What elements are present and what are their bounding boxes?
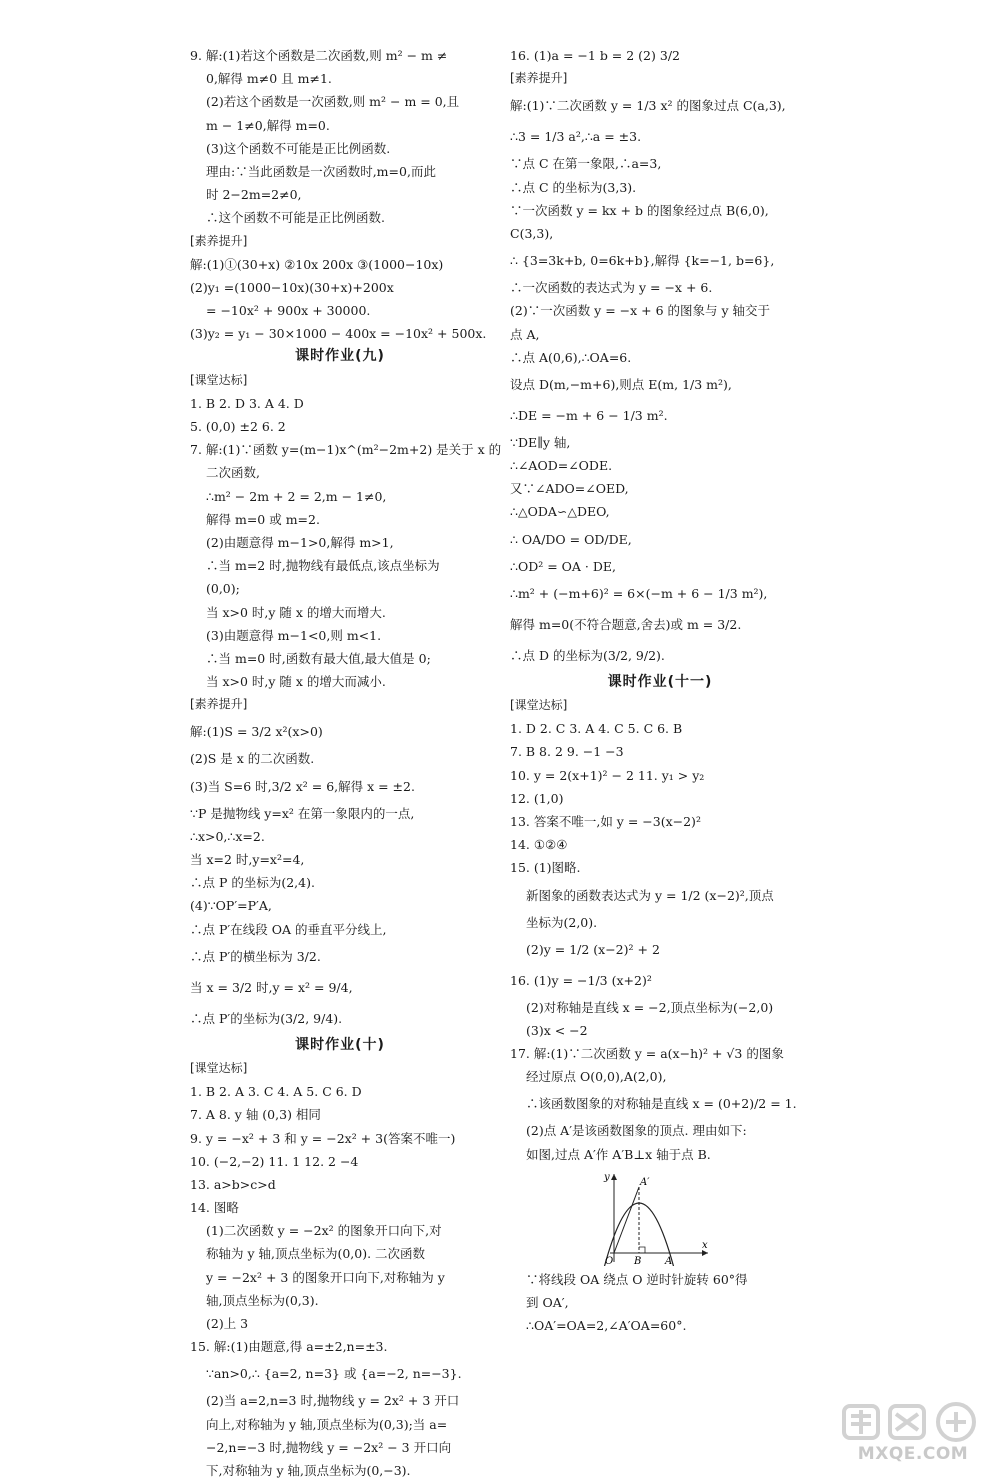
text-line: ∴OD² = OA · DE, xyxy=(510,558,616,574)
text-line: 解:(1)①(30+x) ②10x 200x ③(1000−10x) xyxy=(190,256,444,272)
right-column xyxy=(510,44,810,1337)
text-line: 15. 解:(1)由题意,得 a=±2,n=±3. xyxy=(190,1339,388,1355)
subsection-tag: [素养提升] xyxy=(190,697,248,712)
text-line: (4)∵OP′=P′A, xyxy=(190,898,272,914)
text-line: (2)S 是 x 的二次函数. xyxy=(190,751,315,767)
text-line: 解得 m=0(不符合题意,舍去)或 m = 3/2. xyxy=(510,616,742,632)
text-line: (2)对称轴是直线 x = −2,顶点坐标为(−2,0) xyxy=(526,999,774,1015)
text-line: 1. B 2. A 3. C 4. A 5. C 6. D xyxy=(190,1084,362,1100)
text-line: ∴点 A(0,6),∴OA=6. xyxy=(510,349,632,365)
text-line: 5. (0,0) ±2 6. 2 xyxy=(190,419,286,434)
text-line: ∴ OA/DO = OD/DE, xyxy=(510,531,632,547)
text-line: ∴该函数图象的对称轴是直线 x = (0+2)/2 = 1. xyxy=(526,1096,797,1112)
text-line: 9. y = −x² + 3 和 y = −2x² + 3(答案不唯一) xyxy=(190,1130,456,1146)
text-line: 16. (1)a = −1 b = 2 (2) 3/2 xyxy=(510,48,680,63)
text-line: (2)点 A′是该函数图象的顶点. 理由如下: xyxy=(526,1123,747,1139)
text-line: ∴3 = 1/3 a²,∴a = ±3. xyxy=(510,129,642,145)
text-line: 二次函数, xyxy=(206,465,260,481)
text-line: 当 x=2 时,y=x²=4, xyxy=(190,852,305,867)
text-line: (2)由题意得 m−1>0,解得 m>1, xyxy=(206,534,394,550)
text-line: ∵将线段 OA 绕点 O 逆时针旋转 60°得 xyxy=(526,1271,748,1287)
text-line: 12. (1,0) xyxy=(510,790,564,806)
text-line: (2)上 3 xyxy=(206,1316,249,1331)
label-x: x xyxy=(702,1239,708,1251)
text-line: 轴,顶点坐标为(0,3). xyxy=(206,1292,319,1308)
text-line: ∴点 P′的坐标为(3/2, 9/4). xyxy=(190,1010,343,1026)
text-line: (3)这个函数不可能是正比例函数. xyxy=(206,140,391,156)
text-line: ∴∠AOD=∠ODE. xyxy=(510,458,613,474)
text-line: 新图象的函数表达式为 y = 1/2 (x−2)²,顶点 xyxy=(526,887,774,903)
watermark xyxy=(838,1398,988,1468)
text-line: ∴点 P 的坐标为(2,4). xyxy=(190,875,315,891)
segment-oa-prime xyxy=(614,1187,639,1253)
text-line: m − 1≠0,解得 m=0. xyxy=(206,117,330,133)
text-line: 当 x>0 时,y 随 x 的增大而减小. xyxy=(206,674,386,690)
text-line: ∵点 C 在第一象限,∴a=3, xyxy=(510,156,662,172)
subsection-tag: [素养提升] xyxy=(190,233,248,248)
text-line: ∴点 D 的坐标为(3/2, 9/2). xyxy=(510,647,665,663)
text-line: 设点 D(m,−m+6),则点 E(m, 1/3 m²), xyxy=(510,376,732,392)
right-column-top xyxy=(510,44,810,1166)
text-line: 当 x>0 时,y 随 x 的增大而增大. xyxy=(206,604,386,620)
text-line: (3)当 S=6 时,3/2 x² = 6,解得 x = ±2. xyxy=(190,778,415,794)
watermark-logo-icon xyxy=(838,1398,988,1444)
text-line: (2)∵一次函数 y = −x + 6 的图象与 y 轴交于 xyxy=(510,303,771,319)
subsection-tag: [课堂达标] xyxy=(190,372,248,387)
right-angle-mark xyxy=(639,1247,645,1253)
text-line: 到 OA′, xyxy=(526,1295,569,1310)
text-line: ∴ {3=3k+b, 0=6k+b},解得 {k=−1, b=6}, xyxy=(510,253,775,269)
text-line: 解得 m=0 或 m=2. xyxy=(206,511,320,527)
y-axis-arrow xyxy=(611,1174,617,1180)
text-line: 解:(1)S = 3/2 x²(x>0) xyxy=(190,724,323,740)
text-line: 经过原点 O(0,0),A(2,0), xyxy=(526,1069,667,1085)
text-line: 向上,对称轴为 y 轴,顶点坐标为(0,3);当 a= xyxy=(206,1416,448,1432)
text-line: ∵一次函数 y = kx + b 的图象经过点 B(6,0), xyxy=(510,202,769,218)
text-line: (2)y = 1/2 (x−2)² + 2 xyxy=(526,941,660,957)
text-line: 7. B 8. 2 9. −1 −3 xyxy=(510,744,624,760)
text-line: ∴△ODA∽△DEO, xyxy=(510,504,610,520)
text-line: 1. B 2. D 3. A 4. D xyxy=(190,395,304,411)
text-line: ∴当 m=2 时,抛物线有最低点,该点坐标为 xyxy=(206,558,440,574)
text-line: 7. 解:(1)∵函数 y=(m−1)x^(m²−2m+2) 是关于 x 的 xyxy=(190,442,502,458)
label-o: O xyxy=(605,1255,614,1266)
text-line: 13. 答案不唯一,如 y = −3(x−2)² xyxy=(510,813,701,829)
text-line: ∴点 C 的坐标为(3,3). xyxy=(510,179,637,195)
text-line: 理由:∵当此函数是一次函数时,m=0,而此 xyxy=(206,163,436,179)
text-line: 7. A 8. y 轴 (0,3) 相同 xyxy=(190,1107,321,1123)
label-a: A xyxy=(665,1255,673,1266)
text-line: (2)当 a=2,n=3 时,抛物线 y = 2x² + 3 开口 xyxy=(206,1393,460,1409)
text-line: 14. ①②④ xyxy=(510,837,568,853)
subsection-tag: [课堂达标] xyxy=(510,698,568,712)
section-heading: 课时作业(十) xyxy=(295,1036,385,1053)
text-line: (1)二次函数 y = −2x² 的图象开口向下,对 xyxy=(206,1223,442,1239)
left-column xyxy=(190,44,502,1482)
text-line: 称轴为 y 轴,顶点坐标为(0,0). 二次函数 xyxy=(206,1246,426,1262)
text-line: (3)x < −2 xyxy=(526,1022,588,1038)
label-y: y xyxy=(604,1171,610,1183)
text-line: ∴OA′=OA=2,∠A′OA=60°. xyxy=(526,1318,687,1334)
text-line: (0,0); xyxy=(206,581,240,597)
text-line: 点 A, xyxy=(510,326,540,342)
text-line: ∴m² + (−m+6)² = 6×(−m + 6 − 1/3 m²), xyxy=(510,585,768,601)
text-line: (2)y₁ =(1000−10x)(30+x)+200x xyxy=(190,279,394,295)
text-line: ∴DE = −m + 6 − 1/3 m². xyxy=(510,407,668,423)
text-line: ∴点 P′在线段 OA 的垂直平分线上, xyxy=(190,921,387,937)
label-a-prime: A′ xyxy=(640,1176,650,1188)
text-line: 9. 解:(1)若这个函数是二次函数,则 m² − m ≠ xyxy=(190,48,448,63)
text-line: ∴当 m=0 时,函数有最大值,最大值是 0; xyxy=(206,650,431,666)
text-line: ∴x>0,∴x=2. xyxy=(190,828,265,844)
subsection-tag: [素养提升] xyxy=(510,71,568,86)
text-line: 16. (1)y = −1/3 (x+2)² xyxy=(510,972,652,988)
text-line: (2)若这个函数是一次函数,则 m² − m = 0,且 xyxy=(206,94,460,110)
text-line: = −10x² + 900x + 30000. xyxy=(206,303,371,319)
text-line: ∴一次函数的表达式为 y = −x + 6. xyxy=(510,280,713,296)
text-line: C(3,3), xyxy=(510,225,554,241)
text-line: ∵an>0,∴ {a=2, n=3} 或 {a=−2, n=−3}. xyxy=(206,1366,462,1382)
text-line: 如图,过点 A′作 A′B⊥x 轴于点 B. xyxy=(526,1146,711,1162)
text-line: 解:(1)∵二次函数 y = 1/3 x² 的图象过点 C(a,3), xyxy=(510,98,786,114)
text-line: 15. (1)图略. xyxy=(510,860,581,876)
subsection-tag: [课堂达标] xyxy=(190,1060,248,1075)
text-line: 时 2−2m=2≠0, xyxy=(206,187,302,203)
text-line: 当 x = 3/2 时,y = x² = 9/4, xyxy=(190,979,353,995)
text-line: ∴m² − 2m + 2 = 2,m − 1≠0, xyxy=(206,488,387,504)
text-line: 14. 图略 xyxy=(190,1200,239,1216)
watermark-url: MXQE.COM xyxy=(857,1444,969,1464)
text-line: y = −2x² + 3 的图象开口向下,对称轴为 y xyxy=(206,1269,445,1285)
section-heading: 课时作业(十一) xyxy=(607,673,713,690)
parabola-figure xyxy=(596,1168,716,1266)
text-line: ∴这个函数不可能是正比例函数. xyxy=(206,210,385,226)
text-line: 又∵∠ADO=∠OED, xyxy=(510,481,629,497)
text-line: 1. D 2. C 3. A 4. C 5. C 6. B xyxy=(510,721,683,737)
text-line: 坐标为(2,0). xyxy=(526,914,598,930)
text-line: (3)y₂ = y₁ − 30×1000 − 400x = −10x² + 500x. xyxy=(190,326,487,342)
text-line: 10. y = 2(x+1)² − 2 11. y₁ > y₂ xyxy=(510,767,705,783)
text-line: 下,对称轴为 y 轴,顶点坐标为(0,−3). xyxy=(206,1462,411,1478)
text-line: 0,解得 m≠0 且 m≠1. xyxy=(206,71,332,87)
section-heading: 课时作业(九) xyxy=(295,348,385,365)
text-line: ∵P 是抛物线 y=x² 在第一象限内的一点, xyxy=(190,805,415,821)
text-line: 17. 解:(1)∵二次函数 y = a(x−h)² + √3 的图象 xyxy=(510,1046,784,1062)
text-line: (3)由题意得 m−1<0,则 m<1. xyxy=(206,627,382,643)
text-line: 10. (−2,−2) 11. 1 12. 2 −4 xyxy=(190,1153,359,1169)
label-b: B xyxy=(634,1255,642,1266)
text-line: ∴点 P′的横坐标为 3/2. xyxy=(190,948,321,964)
text-line: 13. a>b>c>d xyxy=(190,1176,276,1192)
text-line: −2,n=−3 时,抛物线 y = −2x² − 3 开口向 xyxy=(206,1439,452,1455)
text-line: ∵DE∥y 轴, xyxy=(510,434,571,450)
right-column-bottom xyxy=(510,1268,810,1338)
